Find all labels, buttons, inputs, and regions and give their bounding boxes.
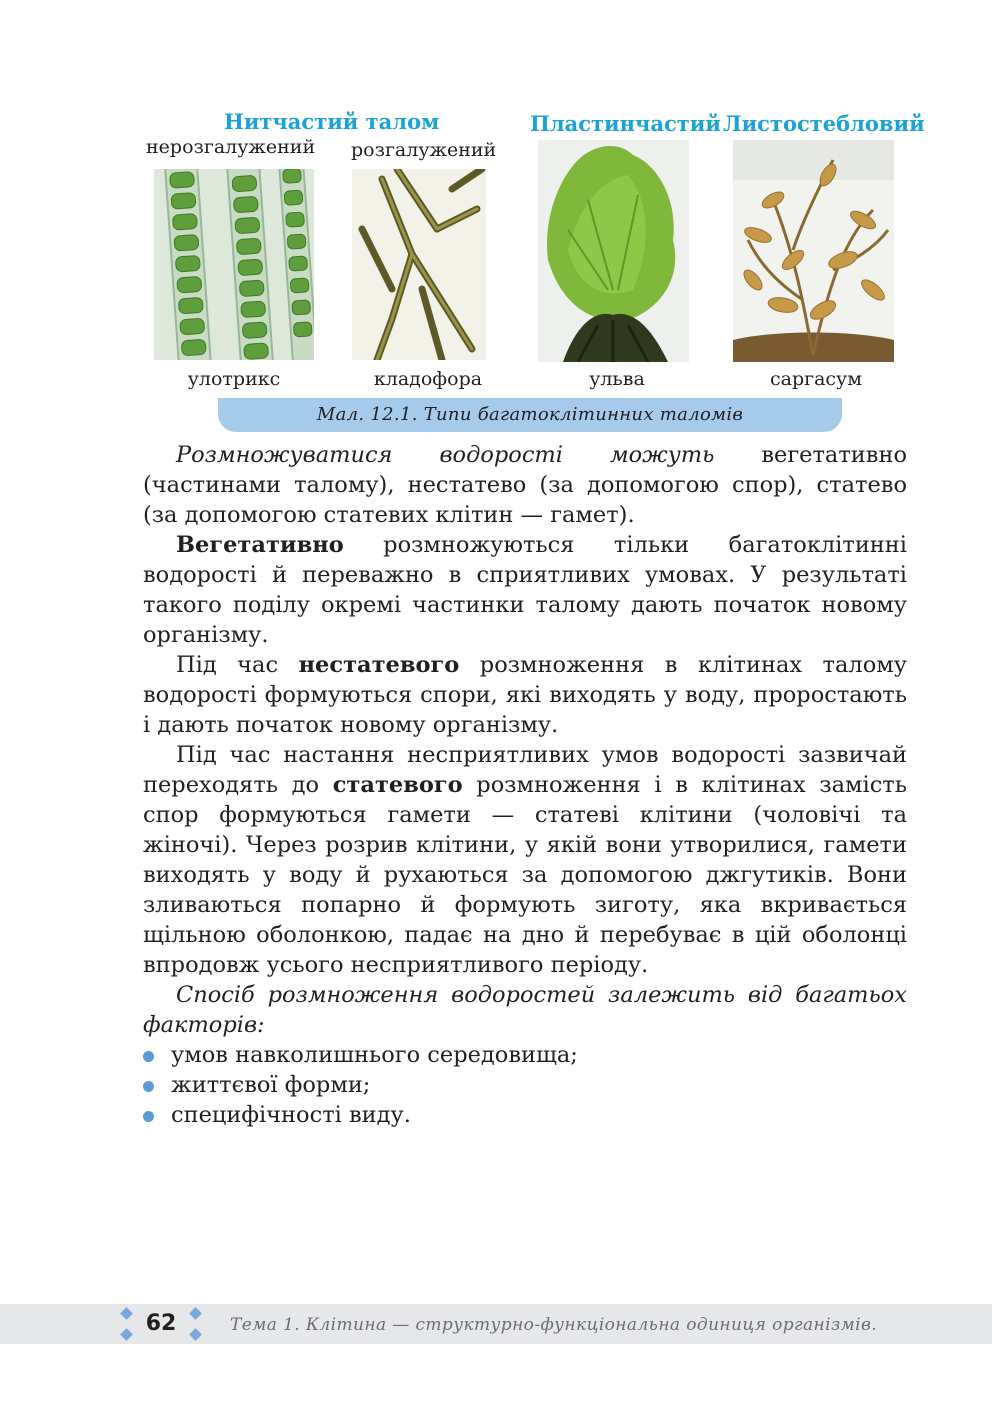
- heading-filamentous-thallus: Нитчастий талом: [224, 109, 440, 134]
- sargassum-photo: [733, 140, 894, 362]
- figure-caption: Мал. 12.1. Типи багатоклітинних таломів: [218, 398, 842, 432]
- cladophora-photo: [352, 169, 486, 360]
- emphasis-text: Розмножуватися водорості можуть: [176, 442, 715, 468]
- term-asexual: нестатевого: [298, 652, 460, 678]
- label-ulothrix: улотрикс: [187, 368, 281, 390]
- heading-lamellar: Пластинчастий: [530, 111, 721, 136]
- ulothrix-photo: [154, 169, 314, 360]
- ulva-photo: [538, 140, 689, 362]
- list-item: життєвої форми;: [143, 1070, 907, 1100]
- bullet-icon: [143, 1081, 154, 1092]
- paragraph-reproduction-methods: Розмножуватися водорості можуть вегетативно (частинами талому), нестатево (за допомогою спор), статево (за допомогою статевих клітин — гамет).: [143, 442, 907, 528]
- paragraph-asexual: Під час нестатевого розмноження в клітинах талому водорості формуються спори, які виходять у воду, проростають і дають початок новому організму.: [143, 652, 908, 738]
- paragraph-sexual: Під час настання несприятливих умов водорості зазвичай переходять до статевого розмноження і в клітинах замість спор формуються гамети — статеві клітини (чоловічі та жіночі). Через розрив клітини, у якій вони утворилися, гамети виходять у воду й рухаються за допомогою джгутиків. Вони зливаються попарно й формують зиготу, яка вкривається щільною оболонкою, падає на дно й перебуває в цій оболонці впродовж усього несприятливого періоду.: [143, 742, 907, 978]
- list-item: умов навколишнього середовища;: [143, 1040, 907, 1070]
- paragraph-vegetative: Вегетативно розмножуються тільки багатоклітинні водорості й переважно в сприятливих умовах. У результаті такого поділу окремі частинки талому дають початок новому організму.: [143, 532, 907, 648]
- running-title: Тема 1. Клітина — структурно-функціональна одиниця організмів.: [230, 1315, 878, 1335]
- page-number: 62: [145, 1311, 177, 1336]
- paragraph-factors: Спосіб розмноження водоростей залежить від багатьох факторів:: [143, 982, 907, 1038]
- label-sargassum: саргасум: [769, 368, 862, 390]
- bullet-icon: [143, 1111, 154, 1122]
- bullet-icon: [143, 1051, 154, 1062]
- list-item: специфічності виду.: [143, 1100, 907, 1130]
- label-cladophora: кладофора: [373, 368, 483, 390]
- label-ulva: ульва: [589, 368, 645, 390]
- factors-list: [143, 1040, 907, 1130]
- body-text: [143, 440, 907, 1130]
- subheading-branched: розгалужений: [351, 139, 497, 161]
- heading-leafy-stem: Листостебловий: [723, 111, 925, 136]
- term-vegetative: Вегетативно: [176, 532, 344, 558]
- term-sexual: статевого: [332, 772, 463, 798]
- subheading-unbranched: нерозгалужений: [146, 136, 316, 158]
